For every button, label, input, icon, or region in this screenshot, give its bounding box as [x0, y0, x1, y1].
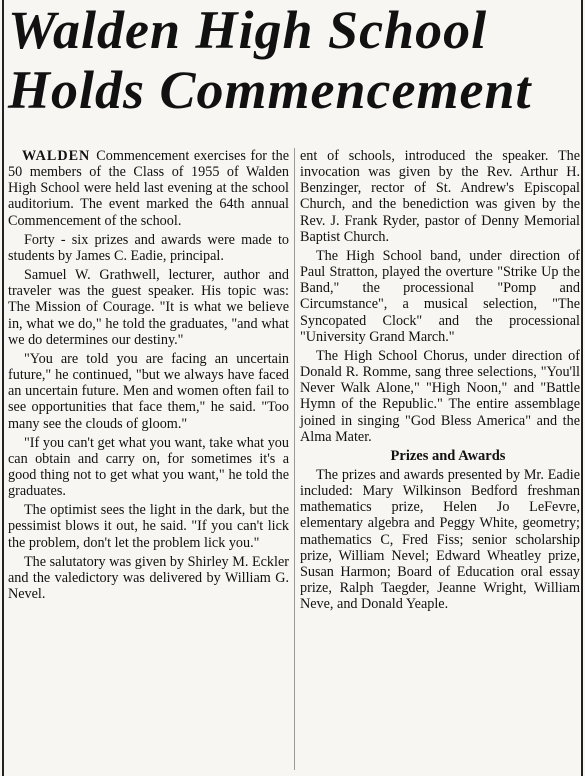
article-paragraph: The High School Chorus, under direction of Donald R. Romme, sang three selections, "You'll Never Walk Alone," "High Noon," and "Battle Hymn of the Republic." The entire assemblage joined in singing "God Bless America" and the Alma Mater. [300, 347, 580, 445]
article-paragraph: "If you can't get what you want, take what you can obtain and carry on, for sometimes it's a good thing not to get what you want," he told the graduates. [8, 434, 289, 500]
left-border-rule [2, 0, 4, 776]
article-column-left [8, 148, 289, 605]
article-paragraph: The optimist sees the light in the dark, but the pessimist blows it out, he said. "If you can't lick the problem, don't let the problem lick you." [8, 502, 289, 551]
dateline: WALDEN [22, 148, 91, 164]
article-paragraph: The High School band, under direction of Paul Stratton, played the overture "Strike Up the Band," the processional "Pomp and Circumstance", a musical selection, "The Syncopated Clock" and the processional "University Grand March." [300, 247, 580, 345]
article-paragraph: The prizes and awards presented by Mr. Eadie included: Mary Wilkinson Bedford freshman mathematics prize, Helen Jo LeFevre, elementary algebra and Peggy White, geometry; mathematics C, Fred Fiss; senior scholarship prize, William Nevel; Edward Wheatley prize, Susan Harmon; Board of Education oral essay prize, Ralph Taegder, Jeanne Wright, William Neve, and Donald Yeaple. [300, 466, 580, 613]
paragraph-text: Commencement exercises for the 50 members of the Class of 1955 of Walden High School were held last evening at the school auditorium. The event marked the 64th annual Commencement of the school. [8, 148, 289, 229]
article-paragraph: "You are told you are facing an uncertain future," he continued, "but we always have faced an uncertain future. Men and women often fail to see opportunities that face them," he said. "Too many see the clouds of gloom." [8, 350, 289, 432]
headline-line-1: Walden High School [8, 0, 488, 60]
right-border-rule [581, 0, 583, 776]
article-paragraph: The salutatory was given by Shirley M. Eckler and the valedictory was delivered by William G. Nevel. [8, 553, 289, 603]
article-paragraph: Forty - six prizes and awards were made to students by James C. Eadie, principal. [8, 231, 289, 264]
column-divider [294, 148, 295, 770]
headline-line-2: Holds Commencement [8, 60, 532, 120]
article-paragraph [8, 148, 289, 229]
article-column-right [300, 148, 580, 615]
headline [8, 0, 580, 120]
article-paragraph: Samuel W. Grathwell, lecturer, author and traveler was the guest speaker. His topic was: The Mission of Courage. "It is what we believe in, what we do," he told the graduates, "and what we do determines our destiny." [8, 267, 289, 348]
article-paragraph: ent of schools, introduced the speaker. The invocation was given by the Rev. Arthur H. Benzinger, rector of St. Andrew's Episcopal Church, and the benediction was given by the Rev. J. Frank Ryder, pastor of Denny Memorial Baptist Church. [300, 148, 580, 245]
subheading: Prizes and Awards [390, 447, 506, 464]
